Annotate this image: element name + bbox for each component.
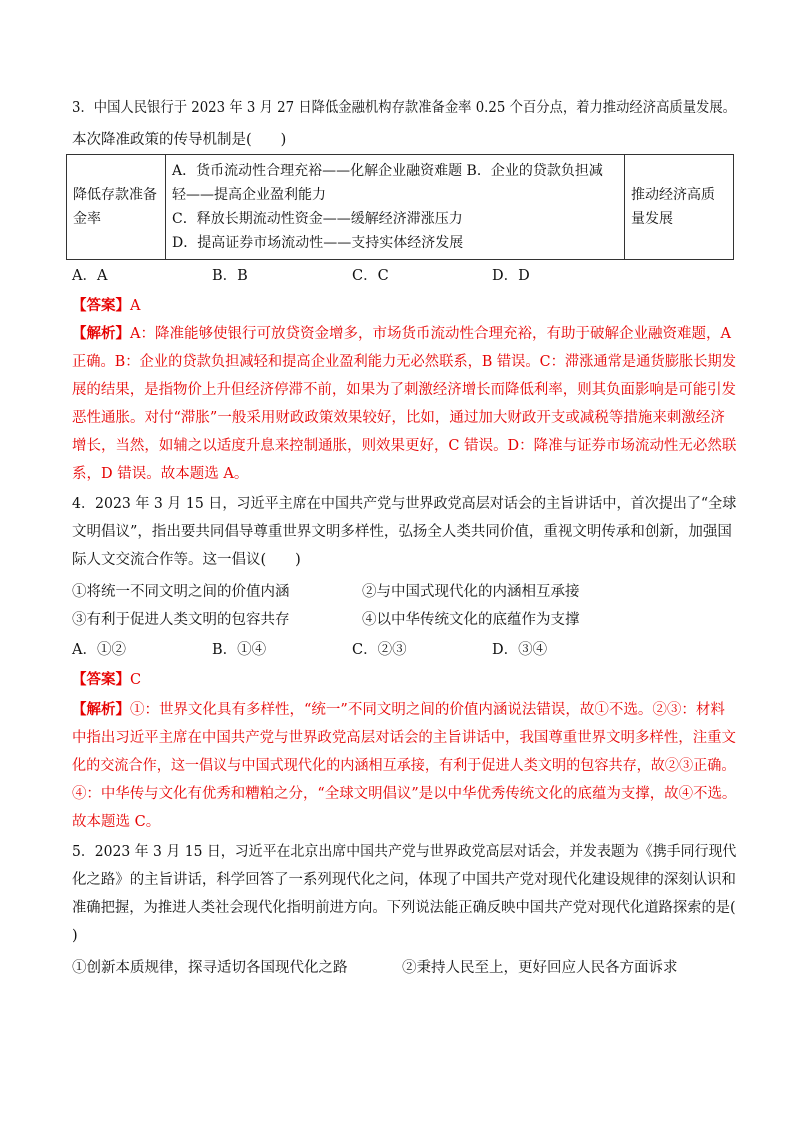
q5-statement-1: ①创新本质规律，探寻适切各国现代化之路 [72,960,348,976]
q4-answer-value: C [130,672,142,688]
q4-stem-line: 文明倡议”，指出要共同倡导尊重世界文明多样性，弘扬全人类共同价值，重视文明传承和创新，加强国 [72,524,732,540]
q3-table-option-line: A．货币流动性合理充裕——化解企业融资难题 B．企业的贷款负担减 [172,163,603,179]
q3-table-right-cell: 推动经济高质量发展 [625,155,734,260]
q4-statement-3: ③有利于促进人类文明的包容共存 [72,612,290,628]
q4-answer [72,670,732,690]
q3-choice-a: A．A [72,268,108,284]
q3-analysis-line: 增长，当然，如辅之以适度升息来控制通胀，则效果更好，C 错误。D：降准与证券市场流动性无必然联 [72,438,737,454]
q3-table-option-line: C．释放长期流动性资金——缓解经济滞涨压力 [172,211,463,227]
q3-analysis-line: 系，D 错误。故本题选 A。 [72,466,249,482]
q4-answer-label: 【答案】 [72,671,130,688]
q3-table-option-line: D．提高证券市场流动性——支持实体经济发展 [172,235,464,251]
q3-analysis-line: 恶性通胀。对付“滞胀”一般采用财政政策效果较好，比如，通过加大财政开支或减税等措施来刺激经济 [72,410,725,426]
q4-choice-a: A．①② [72,642,126,658]
q3-table-option-line: 轻——提高企业盈利能力 [172,187,326,203]
q3-stem-line2: 本次降准政策的传导机制是( ) [72,132,287,148]
q4-analysis-label: 【解析】 [72,701,130,718]
q4-analysis-line: 化的交流合作，这一倡议与中国式现代化的内涵相互承接，有利于促进人类文明的包容共存，故②③正确。 [72,758,736,774]
q4-analysis-line [72,700,732,720]
q3-analysis-line: 展的结果，是指物价上升但经济停滞不前，如果为了刺激经济增长而降低利率，则其负面影响是可能引发 [72,382,736,398]
q5-statement-2: ②秉持人民至上，更好回应人民各方面诉求 [402,960,678,976]
q4-choice-c: C．②③ [352,642,407,658]
q3-table-options-cell [166,155,625,260]
q3-analysis-line: 正确。B：企业的贷款负担减轻和提高企业盈利能力无必然联系，B 错误。C：滞涨通常是通货膨胀长期发 [72,354,737,370]
q4-choice-d: D．③④ [492,642,548,658]
q5-stem-line: 准确把握，为推进人类社会现代化指明前进方向。下列说法能正确反映中国共产党对现代化道路探索的是( [72,900,736,916]
q4-stem-line: 4．2023 年 3 月 15 日，习近平主席在中国共产党与世界政党高层对话会的主旨讲话中，首次提出了“全球 [72,496,737,512]
q3-choice-d: D．D [492,268,530,284]
q4-analysis-line: 中指出习近平主席在中国共产党与世界政党高层对话会的主旨讲话中，我国尊重世界文明多样性，注重文 [72,730,736,746]
q3-analysis-line [72,324,732,344]
q3-answer-value: A [130,298,141,314]
q4-analysis-line: ④：中华传与文化有优秀和糟粕之分，“全球文明倡议”是以中华优秀传统文化的底蕴为支撑，故④不选。 [72,786,737,802]
q3-analysis-text: A：降准能够使银行可放贷资金增多，市场货币流动性合理充裕，有助于破解企业融资难题，A [130,326,731,342]
q3-choice-b: B．B [212,268,248,284]
q3-choice-c: C．C [352,268,389,284]
q4-statement-1: ①将统一不同文明之间的价值内涵 [72,584,290,600]
q4-analysis-text: ①：世界文化具有多样性，“统一”不同文明之间的价值内涵说法错误，故①不选。②③：材料 [130,702,725,718]
q3-answer [72,296,732,316]
q5-stem-line: 化之路》的主旨讲话，科学回答了一系列现代化之问，体现了中国共产党对现代化建设规律的深刻认识和 [72,872,736,888]
q3-stem-line1: 3．中国人民银行于 2023 年 3 月 27 日降低金融机构存款准备金率 0.25 个百分点，着力推动经济高质量发展。 [72,100,736,116]
q4-choice-b: B．①④ [212,642,267,658]
q4-statement-2: ②与中国式现代化的内涵相互承接 [362,584,580,600]
q3-mechanism-table [66,154,734,260]
q4-statement-4: ④以中华传统文化的底蕴作为支撑 [362,612,580,628]
q4-stem-line: 际人文交流合作等。这一倡议( ) [72,552,301,568]
q3-analysis-label: 【解析】 [72,325,130,342]
q5-stem-line: ) [72,928,78,944]
q3-table-left-cell: 降低存款准备金率 [67,155,166,260]
q5-stem-line: 5．2023 年 3 月 15 日，习近平在北京出席中国共产党与世界政党高层对话会，并发表题为《携手同行现代 [72,844,737,860]
q3-answer-label: 【答案】 [72,297,130,314]
q4-analysis-line: 故本题选 C。 [72,814,161,830]
